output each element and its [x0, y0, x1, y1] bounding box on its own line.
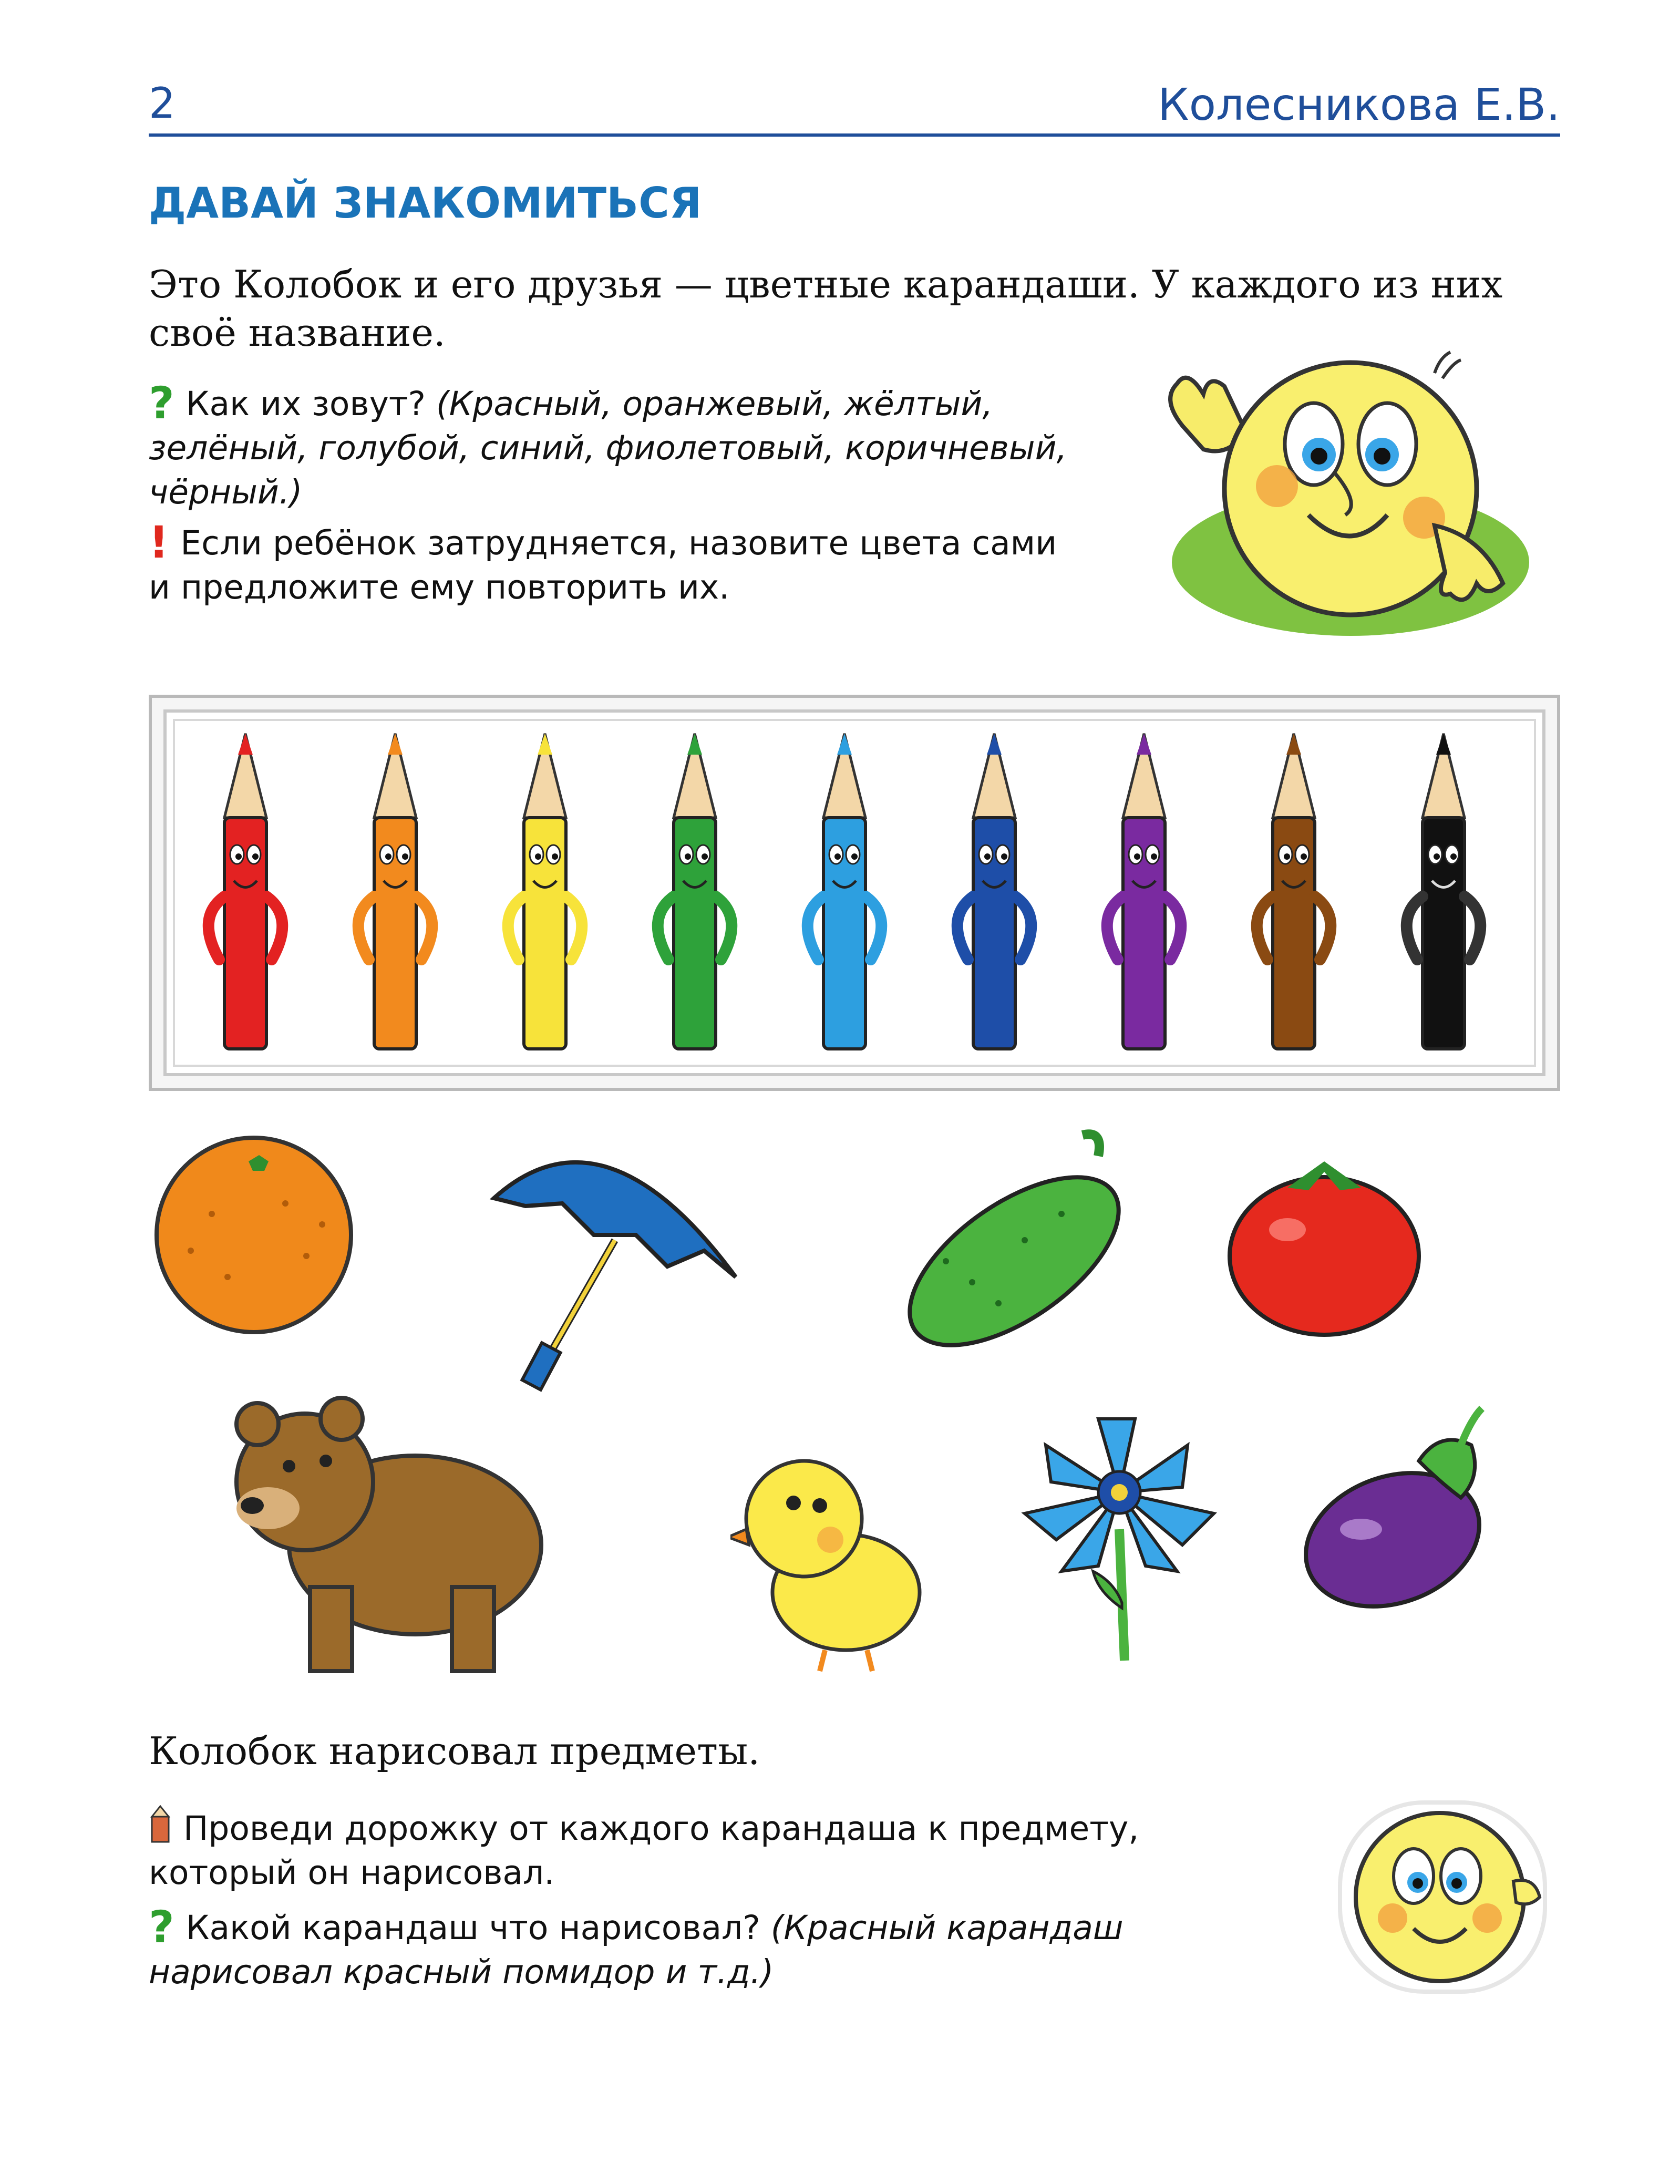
yellow-pencil — [508, 734, 582, 1049]
black-pencil — [1407, 734, 1481, 1049]
pencils-row — [167, 713, 1549, 1079]
umbrella-icon — [483, 1119, 757, 1393]
light-blue-pencil — [808, 734, 882, 1049]
green-pencil — [658, 734, 732, 1049]
chick-illustration — [730, 1440, 930, 1676]
intro-text: Это Колобок и его друзья — цветные карандаши. У каждого из них своё название. — [149, 262, 1503, 355]
task-text: Проведи дорожку от каждого карандаша к предмету, который он нарисовал. — [149, 1809, 1139, 1892]
tomato-illustration — [1224, 1140, 1424, 1340]
cucumber-illustration — [893, 1125, 1146, 1356]
bottom-question-text: Какой карандаш что нарисовал? — [185, 1909, 760, 1947]
pencils-frame — [149, 695, 1560, 1091]
cornflower-icon — [1014, 1398, 1224, 1671]
purple-pencil — [1107, 734, 1181, 1049]
question-mark-icon: ? — [149, 1901, 174, 1953]
kolobok-icon — [1140, 336, 1540, 662]
blue-pencil — [957, 734, 1032, 1049]
note-text: Если ребёнок затрудняется, назовите цвета сами и предложите ему повторить их. — [149, 524, 1057, 606]
red-pencil — [209, 734, 283, 1049]
exclamation-icon: ! — [149, 517, 169, 568]
eggplant-icon — [1303, 1398, 1513, 1619]
kolobok-small-illustration — [1335, 1792, 1555, 2002]
kolobok-waving-illustration — [1140, 336, 1540, 662]
orange-pencil — [358, 734, 432, 1049]
eggplant-illustration — [1303, 1398, 1513, 1619]
page-title: ДАВАЙ ЗНАКОМИТЬСЯ — [149, 179, 702, 228]
note-block — [149, 517, 1068, 610]
task-block — [149, 1805, 1279, 1895]
orange-fruit-icon — [149, 1119, 369, 1340]
umbrella-illustration — [483, 1119, 757, 1393]
question-block — [149, 377, 1068, 514]
bottom-question-block — [149, 1901, 1279, 1994]
brown-pencil — [1257, 734, 1331, 1049]
chick-icon — [730, 1440, 930, 1676]
author-name: Колесникова Е.В. — [1157, 79, 1560, 130]
question-text: Как их зовут? — [185, 385, 426, 423]
bear-icon — [221, 1387, 547, 1682]
question-hint: (Красный, оранжевый, жёлтый, зелёный, голубой, синий, фиолетовый, коричневый, чёрный.) — [149, 385, 1067, 511]
question-mark-icon: ? — [149, 377, 174, 429]
kolobok-small-icon — [1335, 1792, 1555, 2002]
cucumber-icon — [893, 1125, 1146, 1356]
orange-fruit-illustration — [149, 1119, 369, 1340]
bottom-title: Колобок нарисовал предметы. — [149, 1729, 760, 1773]
cornflower-illustration — [1014, 1398, 1224, 1671]
tomato-icon — [1224, 1140, 1424, 1340]
pencil-task-icon — [149, 1805, 172, 1844]
page-number: 2 — [149, 79, 176, 128]
header-divider — [149, 133, 1560, 137]
bottom-question-hint: (Красный карандаш нарисовал красный помидор и т.д.) — [149, 1909, 1124, 1991]
bear-illustration — [221, 1387, 547, 1682]
